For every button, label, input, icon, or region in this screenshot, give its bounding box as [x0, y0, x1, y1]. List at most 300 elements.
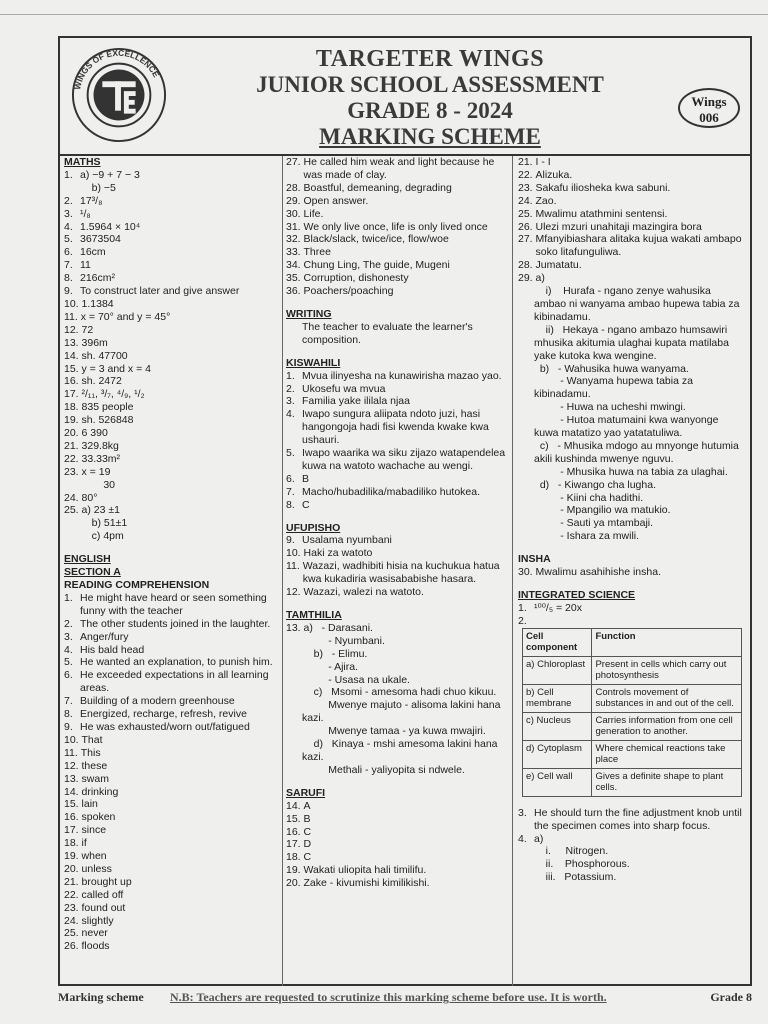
table-cell: c) Nucleus	[523, 712, 592, 740]
answer-item	[286, 838, 512, 851]
answer-item	[64, 656, 282, 669]
answer-number: 24.	[64, 914, 82, 927]
answer-number: 21.	[64, 439, 82, 452]
answer-text: 329.8kg	[81, 439, 119, 452]
answer-number: 18.	[286, 851, 304, 864]
answer-item	[286, 864, 512, 877]
answer-item	[64, 337, 282, 350]
answer-item	[518, 324, 744, 363]
answer-item	[64, 773, 282, 786]
answer-text: ¹⁰⁰/₅ = 20x	[534, 601, 582, 614]
footer-label: Marking scheme	[58, 990, 144, 1004]
answer-text: Wazazi, wadhibiti hisia na kuchukua hatua kwa kukadiria wasisababishe hasara.	[302, 560, 503, 586]
answer-number: 8.	[64, 272, 76, 285]
answer-item	[518, 272, 744, 285]
answer-number: 29.	[518, 272, 536, 285]
answer-number: 6.	[64, 669, 76, 682]
answer-item	[286, 408, 512, 447]
answer-number: 30.	[518, 566, 536, 579]
answer-number: 13.	[286, 621, 304, 634]
answer-text: Life.	[303, 207, 324, 220]
answer-text: Corruption, dishonesty	[303, 272, 409, 285]
section-heading: MATHS	[64, 156, 101, 168]
answer-text: - Hutoa matumaini kwa wanyonge kuwa matatizo yao yatatatuliwa.	[534, 414, 722, 440]
answer-item	[286, 648, 512, 661]
document-title: MARKING SCHEME	[319, 124, 541, 149]
answer-item	[64, 721, 282, 734]
answer-item	[518, 259, 744, 272]
answer-text: B	[303, 812, 311, 825]
answer-number	[518, 363, 534, 376]
answer-text: called off	[81, 888, 124, 901]
answer-item	[286, 851, 512, 864]
answer-text: floods	[81, 940, 110, 953]
answer-text: d) - Kiwango cha lugha.	[534, 478, 656, 491]
answer-text: 30	[80, 478, 116, 491]
answer-item	[64, 285, 282, 298]
answer-text: We only live once, life is only lived once	[303, 220, 488, 233]
answer-item	[64, 208, 282, 221]
answer-number: 7.	[64, 695, 76, 708]
answer-number: 26.	[64, 940, 82, 953]
answer-number: 15.	[64, 798, 82, 811]
answer-text: He might have heard or seen something funny with the teacher	[80, 591, 270, 617]
answer-item	[286, 586, 512, 599]
table-cell: Gives a definite shape to plant cells.	[592, 768, 742, 796]
answer-item	[518, 504, 744, 517]
spacer	[286, 599, 512, 609]
answer-item	[64, 631, 282, 644]
answer-item	[518, 492, 744, 505]
answer-item	[64, 440, 282, 453]
answer-number	[286, 725, 302, 738]
answer-text: these	[81, 759, 108, 772]
answer-number: 19.	[64, 414, 82, 427]
answer-text: Open answer.	[303, 194, 369, 207]
answer-number: 17.	[64, 388, 82, 401]
answer-text: Mwalimu asahihishe insha.	[535, 566, 661, 579]
answer-item	[64, 747, 282, 760]
school-logo	[70, 46, 168, 144]
answer-number	[64, 182, 80, 195]
answer-text: Chung Ling, The guide, Mugeni	[303, 259, 450, 272]
answer-number: 1.	[64, 591, 76, 604]
answer-number	[518, 871, 534, 884]
answer-item	[518, 807, 744, 833]
header	[60, 38, 750, 156]
answer-number: 28.	[286, 181, 304, 194]
school-name: TARGETER WINGS	[315, 46, 545, 72]
answer-text: b) 51±1	[80, 517, 128, 530]
answer-item	[64, 453, 282, 466]
answer-item	[64, 492, 282, 505]
answer-text: The teacher to evaluate the learner's composition.	[302, 320, 476, 346]
answer-text: sh. 526848	[81, 414, 134, 427]
answer-item	[64, 863, 282, 876]
answer-text: c) 4pm	[80, 530, 124, 543]
answer-item	[518, 363, 744, 376]
answer-number	[286, 321, 302, 347]
answer-number: 2.	[518, 614, 530, 627]
answer-item	[286, 800, 512, 813]
answer-text: y = 3 and x = 4	[81, 362, 151, 375]
answer-number: 10.	[286, 547, 304, 560]
answer-text: - Sauti ya mtambaji.	[534, 517, 654, 530]
answer-number: 12.	[64, 759, 82, 772]
section-heading: READING COMPREHENSION	[64, 579, 210, 591]
answer-item	[64, 734, 282, 747]
answer-number: 23.	[518, 181, 536, 194]
answer-number: 4.	[518, 832, 530, 845]
answer-number: 21.	[64, 875, 82, 888]
answer-number: 19.	[64, 850, 82, 863]
answer-number: 2.	[64, 617, 76, 630]
answer-number: 1.	[286, 369, 298, 382]
answer-text: 3673504	[80, 233, 121, 246]
answer-item	[64, 837, 282, 850]
table-header: Function	[592, 628, 742, 656]
answer-text: 1.5964 × 10⁴	[80, 220, 141, 233]
answer-item	[518, 221, 744, 234]
answer-text: Mwenye tamaa - ya kuwa mwajiri.	[302, 725, 486, 738]
answer-number: 9.	[64, 285, 76, 298]
answer-number	[518, 414, 534, 440]
answer-number: 11.	[64, 746, 81, 759]
answer-number: 17.	[286, 838, 304, 851]
answer-item	[518, 615, 744, 628]
answer-item	[518, 169, 744, 182]
answer-number: 32.	[286, 233, 304, 246]
answer-item	[518, 871, 744, 884]
answer-text: Ulezi mzuri unahitaji mazingira bora	[535, 220, 702, 233]
answer-text: Sakafu iliosheka kwa sabuni.	[535, 181, 671, 194]
answer-text: b) - Elimu.	[302, 647, 368, 660]
answer-number	[286, 699, 302, 725]
section-heading: WRITING	[286, 307, 332, 320]
answer-text: if	[81, 837, 87, 850]
answer-number	[286, 686, 302, 699]
section-heading: KISWAHILI	[286, 356, 341, 369]
answer-number: 27.	[286, 156, 304, 168]
answer-text: ii) Hekaya - ngano ambazo humsawiri mhusika akitumia ulaghai kupata matilaba yake kutoka kwa wengine.	[534, 323, 732, 362]
answer-text: Black/slack, twice/ice, flow/woe	[303, 233, 449, 246]
answer-item	[286, 473, 512, 486]
answer-number: 18.	[64, 401, 82, 414]
answer-text: lain	[81, 798, 98, 811]
answer-text: 1.1384	[81, 297, 114, 310]
section-heading: INTEGRATED SCIENCE	[518, 589, 636, 601]
column-1	[64, 156, 283, 986]
answer-number: 8.	[64, 708, 76, 721]
answer-item	[286, 383, 512, 396]
answer-item	[64, 272, 282, 285]
answer-text: He was exhausted/worn out/fatigued	[80, 720, 250, 733]
answer-text: I - I	[535, 156, 551, 168]
answer-item	[64, 479, 282, 492]
table-row	[523, 656, 742, 684]
answer-item	[64, 644, 282, 657]
answer-number: 25.	[518, 207, 536, 220]
answer-text: C	[303, 825, 312, 838]
answer-number: 14.	[286, 799, 304, 812]
answer-number	[518, 440, 534, 466]
answer-text: Building of a modern greenhouse	[80, 695, 235, 708]
answer-text: Alizuka.	[535, 168, 573, 181]
table-cell: Carries information from one cell generation to another.	[592, 712, 742, 740]
answer-item	[64, 760, 282, 773]
answer-item	[64, 182, 282, 195]
answer-number: 36.	[286, 285, 304, 298]
answer-number: 29.	[286, 194, 304, 207]
answer-number: 15.	[286, 812, 304, 825]
answer-text: To construct later and give answer	[80, 285, 240, 298]
answer-text: - Nyumbani.	[302, 634, 385, 647]
answer-item	[64, 246, 282, 259]
answer-number: 6.	[286, 472, 298, 485]
answer-text: Boastful, demeaning, degrading	[303, 181, 452, 194]
answer-item	[64, 221, 282, 234]
answer-number	[518, 324, 534, 363]
answer-text: 33.33m²	[81, 452, 121, 465]
answer-text: Poachers/poaching	[303, 285, 394, 298]
answer-number: 2.	[286, 382, 298, 395]
answer-number: 4.	[64, 220, 76, 233]
answer-item	[286, 499, 512, 512]
answer-item	[518, 182, 744, 195]
answer-item	[64, 786, 282, 799]
assessment-name: JUNIOR SCHOOL ASSESSMENT	[256, 72, 604, 97]
answer-item	[64, 708, 282, 721]
answer-item	[518, 858, 744, 871]
answer-number: 4.	[286, 408, 298, 421]
answer-item	[286, 674, 512, 687]
answer-text: B	[302, 472, 310, 485]
answer-text: 17³/₈	[80, 194, 103, 207]
answer-item	[518, 375, 744, 401]
answer-text: Wakati uliopita hali timilifu.	[303, 864, 427, 877]
answer-item	[286, 395, 512, 408]
answer-text: - Usasa na ukale.	[302, 673, 410, 686]
wings-badge	[678, 88, 740, 128]
answer-item	[286, 826, 512, 839]
answer-text: ²/₁₁, ³/₇, ⁴/₉, ¹/₂	[81, 388, 145, 401]
answer-text: Macho/hubadilika/mabadiliko hutokea.	[302, 485, 481, 498]
answer-number	[286, 635, 302, 648]
answer-item	[64, 427, 282, 440]
answer-item	[286, 208, 512, 221]
answer-text: Mvua ilinyesha na kunawirisha mazao yao.	[302, 369, 502, 382]
answer-number: 20.	[64, 862, 82, 875]
spacer	[518, 543, 744, 553]
spacer	[286, 512, 512, 522]
answer-number: 19.	[286, 864, 304, 877]
answer-text: C	[303, 851, 312, 864]
answer-text: Iwapo sungura aliipata ndoto juzi, hasi hangongoja hadi fisi kwenda kwake kwa ushauri.	[302, 408, 492, 447]
answer-text: 396m	[81, 336, 108, 349]
answer-item	[64, 363, 282, 376]
answer-number	[64, 479, 80, 492]
footer-grade: Grade 8	[710, 990, 752, 1004]
section-heading: ENGLISH	[64, 553, 111, 566]
answer-number	[518, 530, 534, 543]
answer-text: when	[81, 850, 107, 863]
answer-text: He exceeded expectations in all learning areas.	[80, 669, 272, 695]
answer-number: 26.	[518, 220, 536, 233]
answer-number: 18.	[64, 837, 82, 850]
column-3-top	[518, 156, 744, 628]
answer-text: a) 23 ±1	[81, 504, 120, 517]
answer-text: That	[81, 733, 103, 746]
answer-item	[286, 686, 512, 699]
answer-number	[518, 479, 534, 492]
answer-text: sh. 2472	[81, 375, 122, 388]
spacer	[286, 777, 512, 787]
answer-item	[64, 324, 282, 337]
answer-item	[286, 156, 512, 182]
answer-item	[64, 466, 282, 479]
badge-line2: 006	[699, 110, 719, 125]
answer-item	[518, 466, 744, 479]
answer-text: b) −5	[80, 181, 116, 194]
answer-number: 16.	[286, 825, 304, 838]
answer-item	[286, 635, 512, 648]
answer-item	[518, 285, 744, 324]
answer-number: 16.	[64, 811, 82, 824]
answer-number: 11.	[64, 310, 81, 323]
answer-text: Anger/fury	[80, 630, 129, 643]
answer-text: Mfanyibiashara alitaka kujua wakati ambapo soko litafunguliwa.	[535, 233, 745, 259]
answer-number	[518, 517, 534, 530]
answer-number	[286, 648, 302, 661]
answer-text: 72	[81, 323, 94, 336]
answer-number: 23.	[64, 901, 82, 914]
answer-item	[286, 246, 512, 259]
answer-number: 11.	[286, 560, 303, 573]
table-cell: Present in cells which carry out photosynthesis	[592, 656, 742, 684]
answer-number	[518, 845, 534, 858]
answer-text: d) Kinaya - mshi amesoma lakini hana kazi.	[302, 738, 501, 763]
answer-number: 24.	[518, 194, 536, 207]
answer-text: - Wanyama hupewa tabia za kibinadamu.	[534, 375, 696, 401]
answer-text: Wazazi, walezi na watoto.	[303, 586, 424, 599]
answer-item	[64, 375, 282, 388]
answer-item	[64, 876, 282, 889]
answer-number: 1.	[518, 601, 530, 614]
answer-text: A	[303, 799, 311, 812]
answer-item	[64, 592, 282, 618]
answer-text: Zao.	[535, 194, 557, 207]
answer-text: Jumatatu.	[535, 259, 582, 272]
answer-number: 3.	[64, 630, 76, 643]
answer-number	[518, 466, 534, 479]
answer-number: 5.	[64, 656, 76, 669]
marking-scheme-frame	[58, 36, 752, 986]
answer-number: 25.	[64, 927, 82, 940]
footer-note: N.B: Teachers are requested to scrutinize this marking scheme before use. It is worth.	[170, 990, 607, 1004]
answer-item	[286, 370, 512, 383]
grade-year: GRADE 8 - 2024	[347, 98, 513, 123]
spacer	[286, 347, 512, 357]
answer-item	[518, 414, 744, 440]
answer-item	[286, 447, 512, 473]
answer-item	[518, 479, 744, 492]
answer-number: 34.	[286, 259, 304, 272]
table-cell: e) Cell wall	[523, 768, 592, 796]
answer-text: slightly	[81, 914, 114, 927]
answer-text	[534, 615, 744, 628]
answer-item	[286, 699, 512, 725]
answer-number: 13.	[64, 336, 82, 349]
answer-item	[286, 285, 512, 298]
answer-number	[518, 492, 534, 505]
answer-number	[518, 285, 534, 324]
answer-text: Usalama nyumbani	[302, 534, 392, 547]
answer-number: 14.	[64, 349, 82, 362]
answer-text: Energized, recharge, refresh, revive	[80, 708, 247, 721]
answer-text: He called him weak and light because he was made of clay.	[303, 156, 498, 181]
answer-text: - Ishara za mwili.	[534, 530, 640, 543]
answer-item	[286, 259, 512, 272]
cell-component-table	[522, 628, 742, 797]
answer-item	[64, 350, 282, 363]
answer-item	[286, 813, 512, 826]
spacer	[64, 543, 282, 553]
answer-item	[64, 618, 282, 631]
answer-text: 216cm²	[80, 272, 116, 285]
answer-item	[64, 414, 282, 427]
answer-text: a)	[535, 272, 545, 285]
answer-text: 835 people	[81, 401, 134, 414]
answer-text: - Mhusika huwa na tabia za ulaghai.	[534, 465, 728, 478]
table-row	[523, 684, 742, 712]
answer-number: 30.	[286, 207, 304, 220]
answer-number: 17.	[64, 824, 82, 837]
answer-text: found out	[81, 901, 126, 914]
table-row	[523, 712, 742, 740]
answer-text: a)	[534, 832, 544, 845]
answer-number: 12.	[286, 586, 304, 599]
answer-number: 1.	[64, 168, 76, 181]
answer-item	[64, 517, 282, 530]
answer-text: 6 390	[81, 427, 108, 440]
answer-number: 33.	[286, 246, 304, 259]
answer-text: - Mpangilio wa matukio.	[534, 504, 671, 517]
answer-item	[286, 195, 512, 208]
answer-number: 10.	[64, 733, 82, 746]
answer-item	[518, 566, 744, 579]
answer-text: swam	[81, 772, 109, 785]
answer-number	[64, 530, 80, 543]
answer-text: drinking	[81, 785, 119, 798]
answer-text: c) Msomi - amesoma hadi chuo kikuu.	[302, 686, 497, 699]
answer-text: - Huwa na ucheshi mwingi.	[534, 401, 686, 414]
answer-text: sh. 47700	[81, 349, 128, 362]
answer-text: 80°	[81, 491, 98, 504]
answer-item	[64, 504, 282, 517]
answer-text: Haki za watoto	[303, 547, 373, 560]
table-cell: a) Chloroplast	[523, 656, 592, 684]
answer-text: The other students joined in the laughter.	[80, 617, 271, 630]
answer-number	[286, 764, 302, 777]
answer-item	[64, 530, 282, 543]
answer-text: His bald head	[80, 643, 145, 656]
answer-number: 16.	[64, 375, 82, 388]
answer-text: Zake - kivumishi kimilikishi.	[303, 877, 430, 890]
answer-item	[518, 195, 744, 208]
answer-number: 5.	[64, 233, 76, 246]
answer-number: 13.	[64, 772, 82, 785]
answer-item	[64, 850, 282, 863]
